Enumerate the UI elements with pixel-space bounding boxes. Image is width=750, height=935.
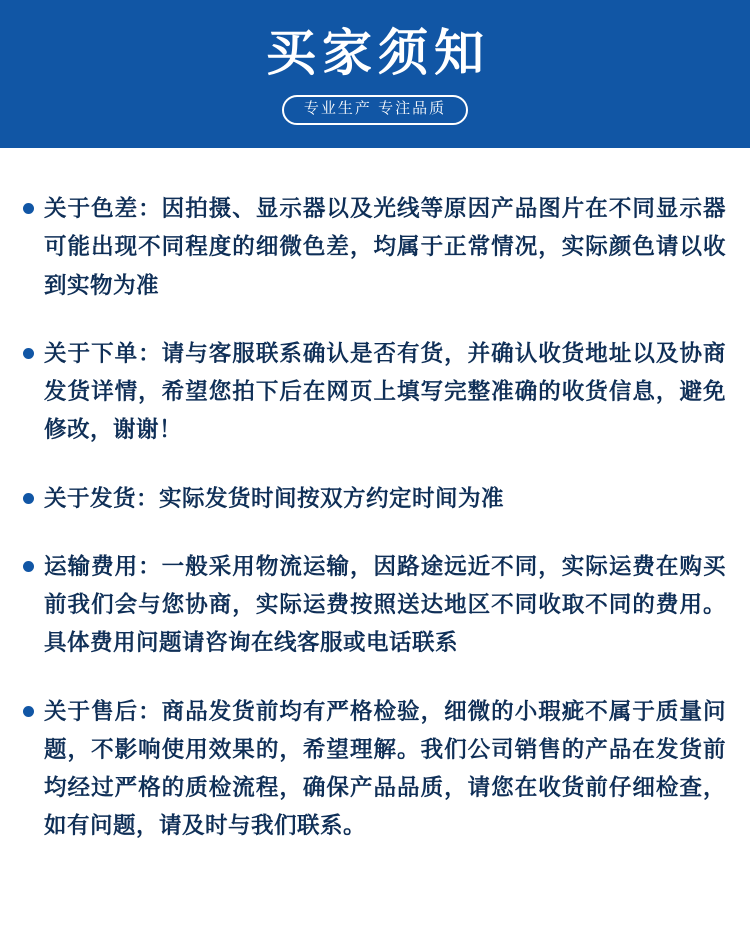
notice-list <box>0 148 750 846</box>
notice-item-shipping-time <box>22 480 726 518</box>
bullet-icon <box>23 203 34 214</box>
header-banner <box>0 0 750 148</box>
bullet-icon <box>23 561 34 572</box>
bullet-icon <box>23 493 34 504</box>
notice-item-freight-cost <box>22 548 726 663</box>
notice-text: 运输费用：一般采用物流运输，因路途远近不同，实际运费在购买前我们会与您协商，实际运费按照送达地区不同收取不同的费用。具体费用问题请咨询在线客服或电话联系 <box>44 553 726 656</box>
bullet-icon <box>23 348 34 359</box>
notice-text: 关于色差：因拍摄、显示器以及光线等原因产品图片在不同显示器可能出现不同程度的细微色差，均属于正常情况，实际颜色请以收到实物为准 <box>44 196 726 298</box>
notice-item-color-difference <box>22 190 726 305</box>
bullet-icon <box>23 706 34 717</box>
notice-text: 关于下单：请与客服联系确认是否有货，并确认收货地址以及协商发货详情，希望您拍下后在网页上填写完整准确的收货信息，避免修改，谢谢！ <box>44 340 726 443</box>
page-title: 买家须知 <box>266 25 490 81</box>
notice-item-after-sales <box>22 693 726 846</box>
subtitle-pill <box>282 95 468 125</box>
banner-subtitle: 专业生产 专注品质 <box>303 100 447 117</box>
notice-text: 关于售后：商品发货前均有严格检验，细微的小瑕疵不属于质量问题，不影响使用效果的，希望理解。我们公司销售的产品在发货前均经过严格的质检流程，确保产品品质，请您在收货前仔细检查，如有问题，请及时与我们联系。 <box>44 698 726 839</box>
notice-item-ordering <box>22 335 726 450</box>
notice-text: 关于发货：实际发货时间按双方约定时间为准 <box>44 485 505 511</box>
